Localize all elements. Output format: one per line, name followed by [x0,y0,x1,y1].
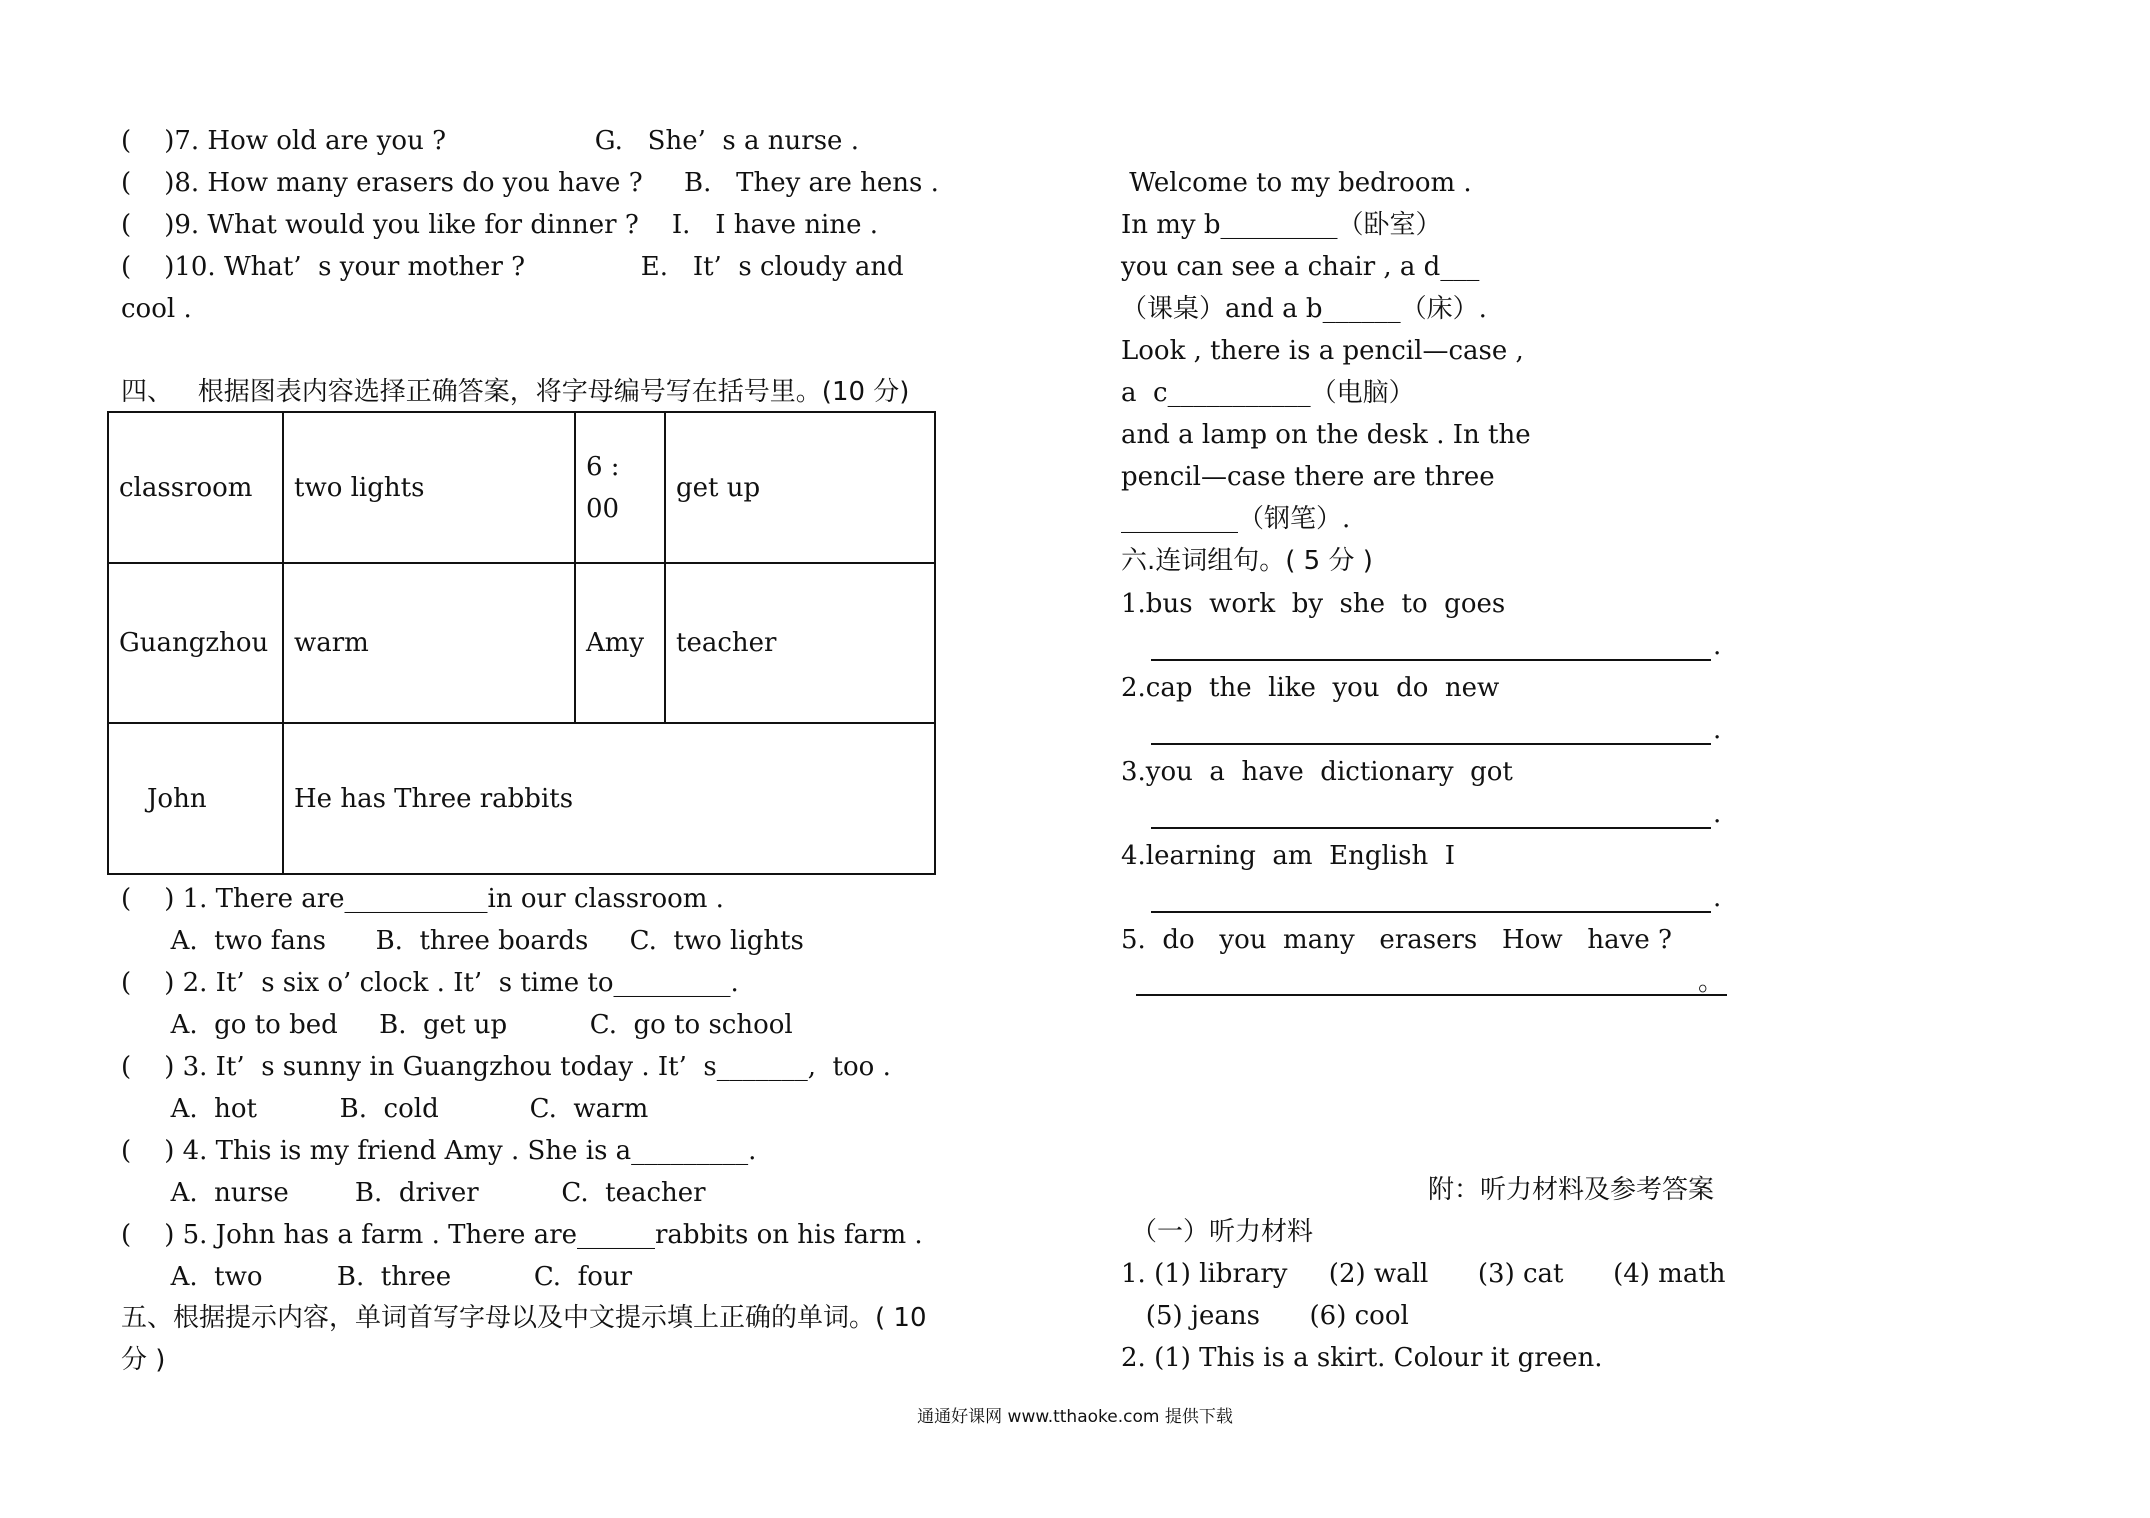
matching-line-7: ( )7. How old are you ? G. She’ s a nurse . [121,126,859,156]
reorder-item-4: 4.learning am English I [1121,841,1455,871]
question-5-options: A. two B. three C. four [121,1262,633,1292]
passage-line: In my b_________（卧室） [1121,210,1442,240]
question-1: ( ) 1. There are___________in our classroom . [121,884,724,914]
listening-line-1: 1. (1) library (2) wall (3) cat (4) math [1121,1259,1726,1289]
answer-line-2 [1151,743,1711,745]
table-cell: teacher [665,563,935,723]
section-5-title: 五、根据提示内容，单词首写字母以及中文提示填上正确的单词。( 10 [121,1303,927,1333]
question-3-options: A. hot B. cold C. warm [121,1094,649,1124]
reorder-item-1: 1.bus work by she to goes [1121,589,1506,619]
answer-line-3 [1151,827,1711,829]
listening-title: （一）听力材料 [1131,1217,1314,1247]
passage-line: Welcome to my bedroom . [1121,168,1472,198]
passage-line: （课桌）and a b______（床）. [1121,294,1487,324]
question-3: ( ) 3. It’ s sunny in Guangzhou today . It’ s_______, too . [121,1052,891,1082]
appendix-title: 附：听力材料及参考答案 [1428,1175,1715,1205]
section-4-title: 四、 根据图表内容选择正确答案，将字母编号写在括号里。(10 分) [121,377,910,407]
reorder-item-5: 5. do you many erasers How have ? [1121,925,1672,955]
matching-line-10: ( )10. What’ s your mother ? E. It’ s cloudy and [121,252,904,282]
info-table [107,411,936,875]
answer-line-5 [1136,994,1727,996]
answer-end-mark: 。 [1698,967,1725,997]
table-cell: 6 : 00 [575,412,665,563]
reorder-item-2: 2.cap the like you do new [1121,673,1500,703]
matching-line-9: ( )9. What would you like for dinner ? I. I have nine . [121,210,879,240]
answer-end-mark: . [1713,715,1722,745]
passage-line: pencil—case there are three [1121,462,1495,492]
question-1-options: A. two fans B. three boards C. two lights [121,926,804,956]
passage-line: a c___________（电脑） [1121,378,1415,408]
matching-line-10-cont: cool . [121,294,192,324]
passage-line: _________（钢笔）. [1121,504,1351,534]
answer-end-mark: . [1713,799,1722,829]
table-cell: Guangzhou [108,563,283,723]
passage-line: you can see a chair , a d___ [1121,252,1480,282]
answer-line-4 [1151,911,1711,913]
question-4: ( ) 4. This is my friend Amy . She is a_________. [121,1136,757,1166]
question-2: ( ) 2. It’ s six o’ clock . It’ s time to_________. [121,968,739,998]
table-cell: John [108,723,283,874]
table-cell: He has Three rabbits [283,723,935,874]
question-2-options: A. go to bed B. get up C. go to school [121,1010,793,1040]
question-4-options: A. nurse B. driver C. teacher [121,1178,706,1208]
passage-line: and a lamp on the desk . In the [1121,420,1531,450]
answer-end-mark: . [1713,631,1722,661]
listening-line-2: (5) jeans (6) cool [1121,1301,1409,1331]
table-cell: get up [665,412,935,563]
section-6-title: 六.连词组句。( 5 分 ) [1121,546,1373,576]
reorder-item-3: 3.you a have dictionary got [1121,757,1513,787]
question-5: ( ) 5. John has a farm . There are______rabbits on his farm . [121,1220,923,1250]
listening-line-3: 2. (1) This is a skirt. Colour it green. [1121,1343,1603,1373]
page-footer: 通通好课网 www.tthaoke.com 提供下载 [917,1407,1233,1427]
table-cell: Amy [575,563,665,723]
table-cell: classroom [108,412,283,563]
section-5-title-cont: 分 ) [121,1345,166,1375]
table-cell: warm [283,563,575,723]
matching-line-8: ( )8. How many erasers do you have ? B. They are hens . [121,168,939,198]
table-cell: two lights [283,412,575,563]
answer-line-1 [1151,659,1711,661]
answer-end-mark: . [1713,883,1722,913]
passage-line: Look , there is a pencil—case , [1121,336,1524,366]
